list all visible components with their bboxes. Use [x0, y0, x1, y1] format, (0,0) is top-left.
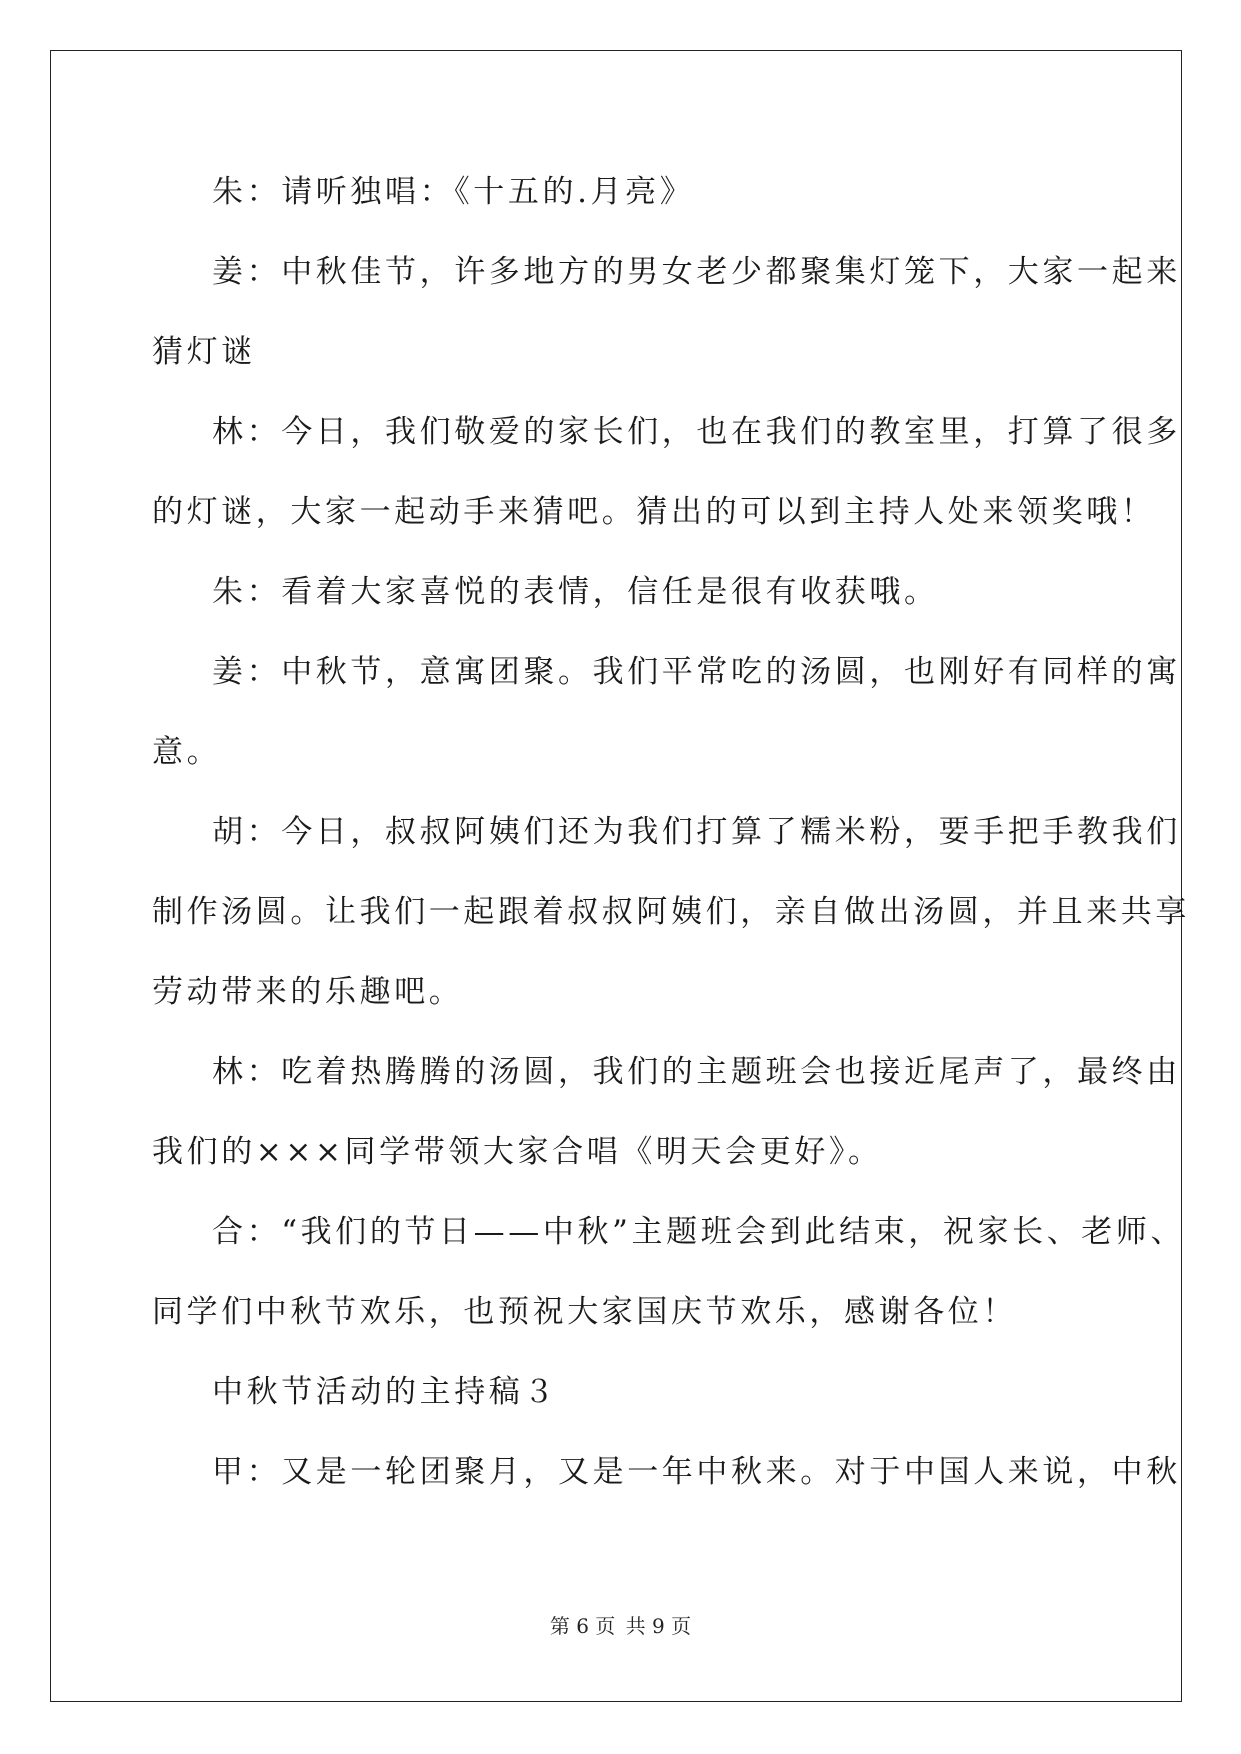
- paragraph-line: 我们的×××同学带领大家合唱《明天会更好》。: [152, 1134, 883, 1170]
- paragraph-line: 胡：今日，叔叔阿姨们还为我们打算了糯米粉，要手把手教我们: [212, 814, 1181, 850]
- section-heading: 中秋节活动的主持稿３: [212, 1374, 558, 1410]
- page-number: 第 6 页: [549, 1614, 616, 1638]
- paragraph-line: 甲：又是一轮团聚月，又是一年中秋来。对于中国人来说，中秋: [212, 1454, 1181, 1490]
- page-footer: [0, 1610, 1241, 1639]
- paragraph-line: 合：“我们的节日——中秋”主题班会到此结束，祝家长、老师、: [212, 1214, 1186, 1250]
- paragraph-line: 林：今日，我们敬爱的家长们，也在我们的教室里，打算了很多: [212, 414, 1181, 450]
- paragraph-line: 同学们中秋节欢乐，也预祝大家国庆节欢乐，感谢各位！: [152, 1294, 1017, 1330]
- paragraph-line: 姜：中秋节，意寓团聚。我们平常吃的汤圆，也刚好有同样的寓: [212, 654, 1181, 690]
- paragraph-line: 朱：看着大家喜悦的表情，信任是很有收获哦。: [212, 574, 939, 610]
- paragraph-line: 劳动带来的乐趣吧。: [152, 974, 464, 1010]
- paragraph-line: 意。: [152, 734, 222, 770]
- paragraph-line: 朱：请听独唱：《十五的.月亮》: [212, 174, 695, 210]
- page-total: 共 9 页: [625, 1614, 692, 1638]
- paragraph-line: 姜：中秋佳节，许多地方的男女老少都聚集灯笼下，大家一起来: [212, 254, 1181, 290]
- paragraph-line: 猜灯谜: [152, 334, 256, 370]
- paragraph-line: 的灯谜，大家一起动手来猜吧。猜出的可以到主持人处来领奖哦！: [152, 494, 1156, 530]
- paragraph-line: 制作汤圆。让我们一起跟着叔叔阿姨们，亲自做出汤圆，并且来共享: [152, 894, 1190, 930]
- paragraph-line: 林：吃着热腾腾的汤圆，我们的主题班会也接近尾声了，最终由: [212, 1054, 1181, 1090]
